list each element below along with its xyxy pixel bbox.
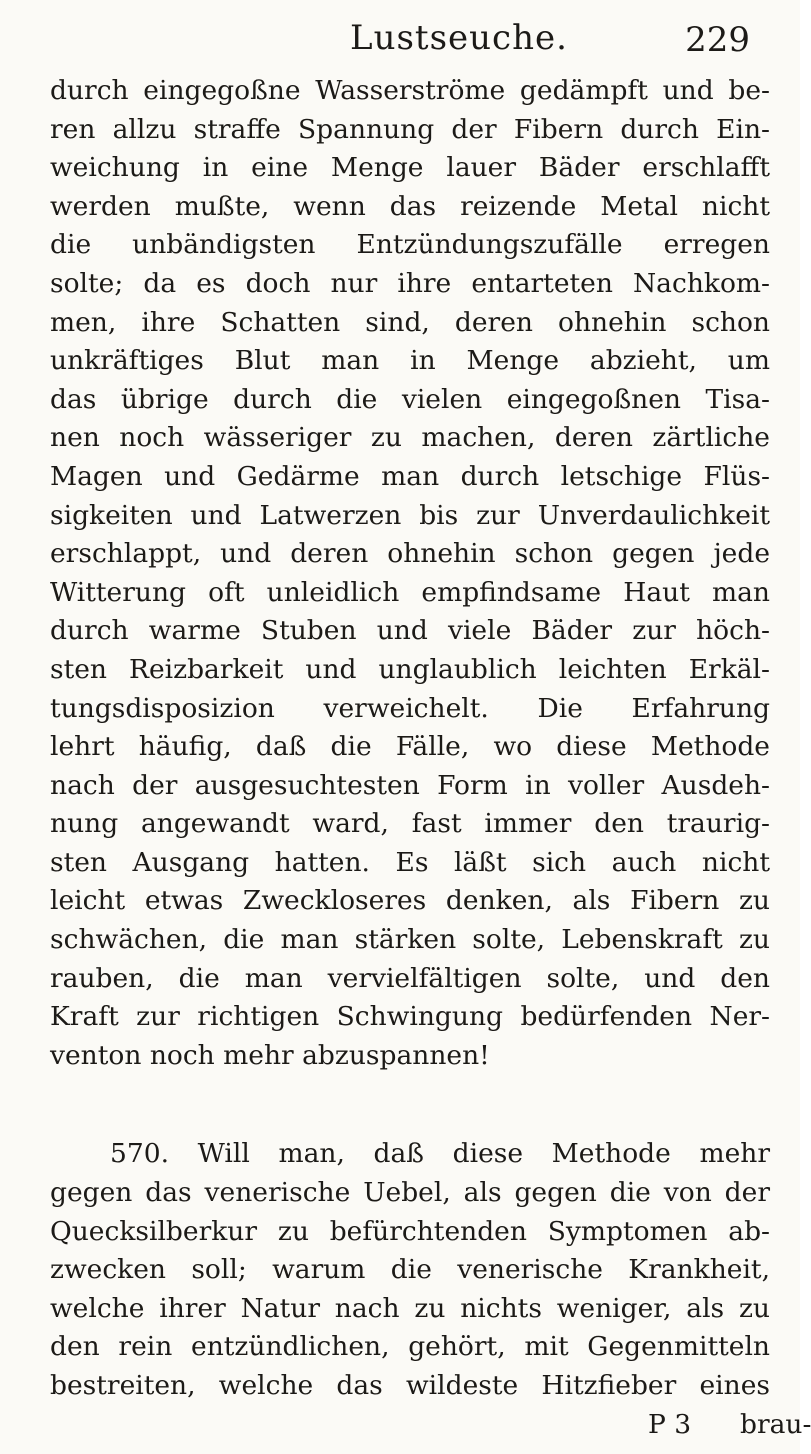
text-line: welche ihrer Natur nach zu nichts weniger, als zu <box>50 1292 770 1324</box>
text-line: nen noch wässeriger zu machen, deren zärtliche <box>50 422 770 454</box>
text-line: durch warme Stuben und viele Bäder zur höch- <box>50 615 770 647</box>
text-line: zwecken soll; warum die venerische Krankheit, <box>50 1254 770 1286</box>
text-line: lehrt häufig, daß die Fälle, wo diese Methode <box>50 731 770 763</box>
main-text <box>50 72 811 1444</box>
text-line: men, ihre Schatten sind, deren ohnehin schon <box>50 306 770 338</box>
text-line: das übrige durch die vielen eingegoßnen Tisa- <box>50 383 770 415</box>
text-line: den rein entzündlichen, gehört, mit Gegenmitteln <box>50 1331 770 1363</box>
text-line: gegen das venerische Uebel, als gegen die von der <box>50 1177 770 1209</box>
text-line: nach der ausgesuchtesten Form in voller Ausdeh- <box>50 769 770 801</box>
text-line: durch eingegoßne Wasserströme gedämpft und be- <box>50 75 770 106</box>
text-line: Quecksilberkur zu befürchtenden Symptomen ab- <box>50 1215 770 1247</box>
text-line: sten Ausgang hatten. Es läßt sich auch nicht <box>50 846 770 878</box>
running-title: Lustseuche. <box>350 18 568 58</box>
text-line: rauben, die man vervielfältigen solte, und den <box>50 962 770 994</box>
catchword: brau- <box>740 1408 811 1440</box>
text-line: Magen und Gedärme man durch letschige Flüs- <box>50 460 770 492</box>
text-line: sigkeiten und Latwerzen bis zur Unverdaulichkeit <box>50 499 770 531</box>
text-line: schwächen, die man stärken solte, Lebenskraft zu <box>50 924 770 956</box>
paragraph-570-first-line: 570. Will man, daß diese Methode mehr <box>110 1138 770 1170</box>
page-number: 229 <box>685 20 750 60</box>
text-line: leicht etwas Zweckloseres denken, als Fibern zu <box>50 885 770 917</box>
text-line: solte; da es doch nur ihre entarteten Nachkom- <box>50 267 770 299</box>
text-line: ren allzu straffe Spannung der Fibern durch Ein- <box>50 113 770 145</box>
page-footer <box>50 1406 811 1445</box>
text-line: werden mußte, wenn das reizende Metal nicht <box>50 190 770 222</box>
signature-mark: P 3 <box>648 1408 692 1440</box>
running-head <box>0 12 800 72</box>
text-line: Kraft zur richtigen Schwingung bedürfenden Ner- <box>50 1001 770 1033</box>
text-line: weichung in eine Menge lauer Bäder erschlafft <box>50 152 770 184</box>
text-line: unkräftiges Blut man in Menge abzieht, um <box>50 345 770 377</box>
text-line: bestreiten, welche das wildeste Hitzfieber eines <box>50 1370 770 1401</box>
text-line: tungsdisposizion verweichelt. Die Erfahrung <box>50 692 770 724</box>
text-line: erschlappt, und deren ohnehin schon gegen jede <box>50 538 770 570</box>
text-line: nung angewandt ward, fast immer den traurig- <box>50 808 770 840</box>
text-line: venton noch mehr abzuspannen! <box>50 1039 490 1071</box>
text-line: Witterung oft unleidlich empfindsame Haut man <box>50 576 770 608</box>
text-line: sten Reizbarkeit und unglaublich leichten Erkäl- <box>50 653 770 685</box>
text-line: die unbändigsten Entzündungszufälle erregen <box>50 229 770 261</box>
paragraph-gap <box>50 1075 770 1135</box>
